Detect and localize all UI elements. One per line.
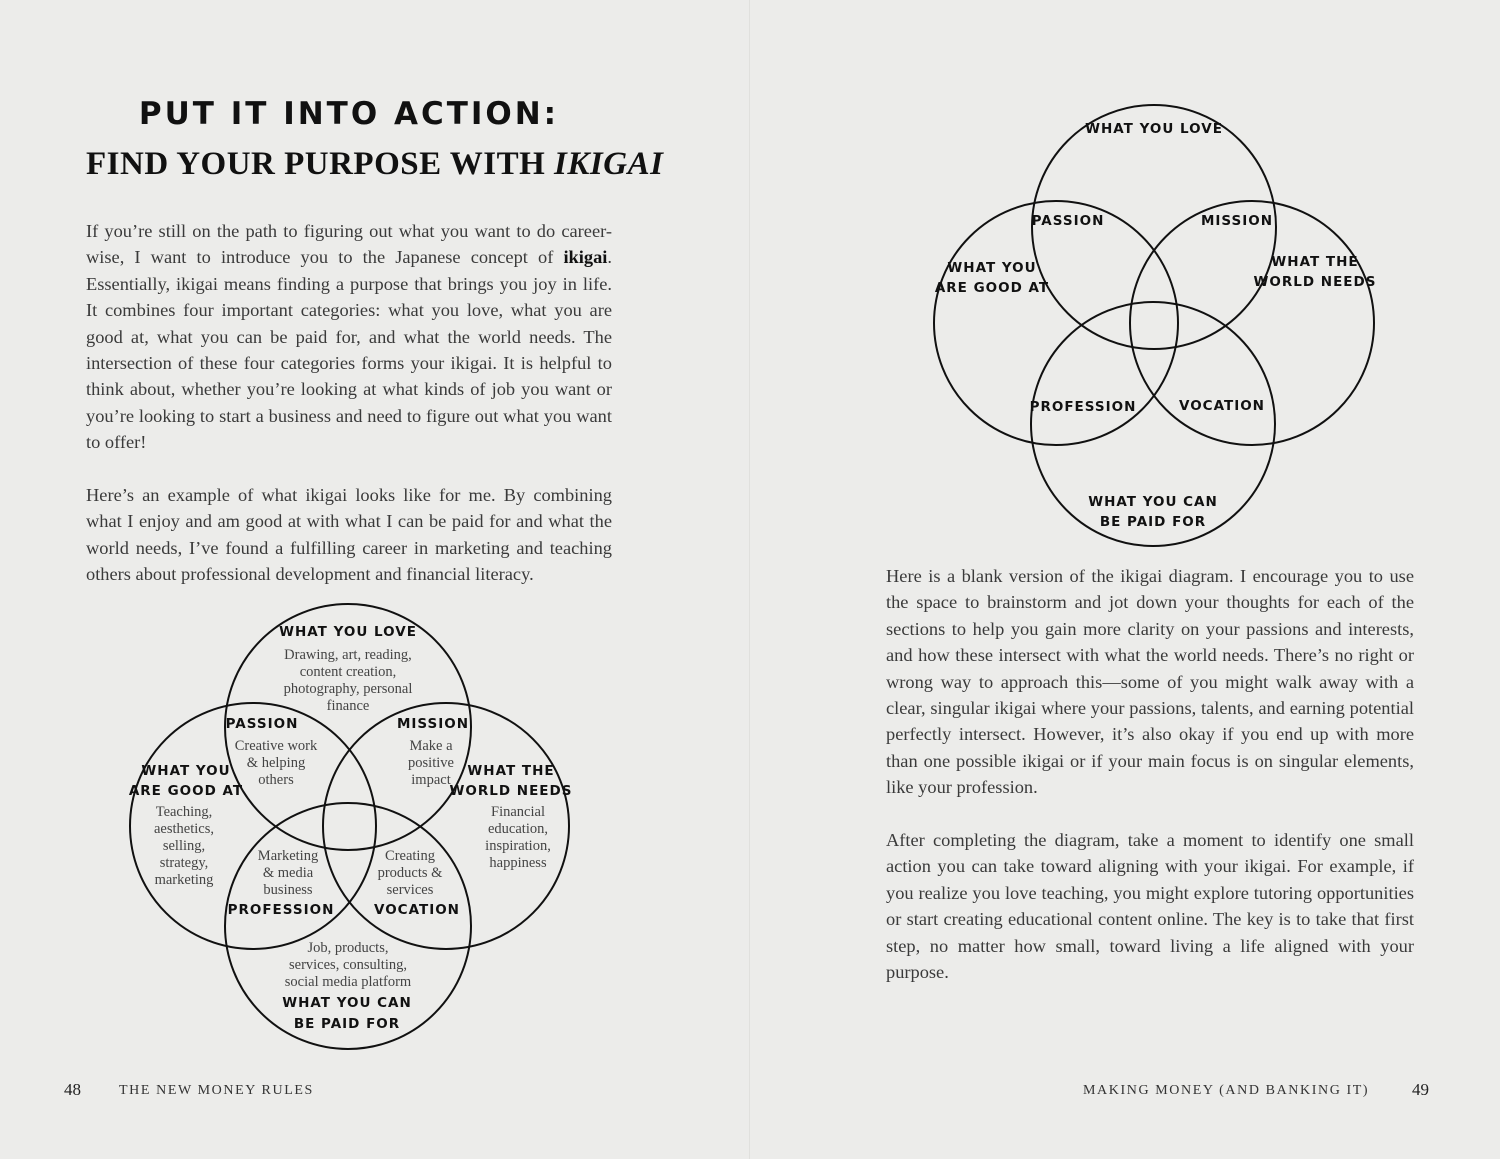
note-vocation-1: Creating [385, 848, 435, 864]
note-paid-for-2: services, consulting, [289, 957, 407, 973]
label-world-needs-1: WHAT THE [467, 763, 555, 779]
note-mission-1: Make a [409, 738, 453, 754]
note-mission-2: positive [408, 755, 454, 771]
title-emphasis: IKIGAI [554, 146, 664, 182]
note-passion-3: others [258, 772, 294, 788]
label-paid-for-2: BE PAID FOR [293, 1016, 401, 1032]
note-profession-2: & media [262, 865, 314, 881]
example-paragraph: Here’s an example of what ikigai looks like for me. By combining what I enjoy and am good at with what I can be paid for and what the world needs, I’ve found a fulfilling career in marketing and teaching others about professional development and financial literacy. [86, 485, 612, 585]
note-good-at-3: selling, [162, 838, 206, 854]
blank-label-profession: PROFESSION [1029, 399, 1137, 415]
label-paid-for-1: WHAT YOU CAN [282, 995, 412, 1011]
blank-diagram-paragraph: Here is a blank version of the ikigai diagram. I encourage you to use the space to brainstorm and jot down your thoughts for each of the sections to help you gain more clarity on your passions and interests, and how these intersect with what the world needs. There’s no right or wrong way to approach this—some of you might walk away with a clear, singular ikigai where your passions, talents, and earning potential perfectly intersect. However, it’s also okay if you end up with more than one possible ikigai or if your main focus is on singular elements, like your profession. [886, 566, 1414, 798]
blank-label-paid-for-1: WHAT YOU CAN [1088, 494, 1218, 510]
note-love-3: photography, personal [283, 681, 413, 697]
note-love-2: content creation, [299, 664, 397, 680]
note-love-4: finance [326, 698, 370, 714]
blank-label-vocation: VOCATION [1178, 398, 1266, 414]
note-world-needs-2: education, [488, 821, 548, 837]
blank-label-passion: PASSION [1031, 213, 1105, 229]
circle-paid-for [225, 803, 471, 1049]
page-number-right: 49 [1412, 1080, 1429, 1099]
note-paid-for-3: social media platform [284, 974, 412, 990]
blank-label-what-you-love: WHAT YOU LOVE [1085, 121, 1223, 137]
note-profession-1: Marketing [257, 848, 319, 864]
label-world-needs-2: WORLD NEEDS [449, 783, 573, 799]
blank-label-world-needs-2: WORLD NEEDS [1253, 274, 1377, 290]
note-world-needs-1: Financial [491, 804, 545, 820]
note-world-needs-4: happiness [489, 855, 547, 871]
section-kicker: PUT IT INTO ACTION: [138, 96, 560, 132]
label-mission: MISSION [396, 716, 470, 732]
label-profession: PROFESSION [227, 902, 335, 918]
note-vocation-3: services [386, 882, 434, 898]
note-passion-2: & helping [246, 755, 306, 771]
action-paragraph: After completing the diagram, take a moment to identify one small action you can take toward aligning with your ikigai. For example, if you realize you love teaching, you might explore tutoring opportunities or start creating educational content online. The key is to take that first step, no matter how small, toward living a life aligned with your purpose. [886, 830, 1414, 983]
blank-label-world-needs-1: WHAT THE [1271, 254, 1359, 270]
label-what-you-love: WHAT YOU LOVE [279, 624, 417, 640]
note-mission-3: impact [411, 772, 451, 788]
label-vocation: VOCATION [373, 902, 461, 918]
note-profession-3: business [263, 882, 313, 898]
note-good-at-5: marketing [154, 872, 214, 888]
label-good-at-2: ARE GOOD AT [128, 783, 244, 799]
label-passion: PASSION [225, 716, 299, 732]
note-good-at-2: aesthetics, [154, 821, 214, 837]
note-world-needs-3: inspiration, [485, 838, 551, 854]
note-paid-for-1: Job, products, [307, 940, 389, 956]
note-love-1: Drawing, art, reading, [284, 647, 412, 663]
blank-label-mission: MISSION [1200, 213, 1274, 229]
blank-label-good-at-2: ARE GOOD AT [934, 280, 1050, 296]
title-text: FIND YOUR PURPOSE WITH [86, 146, 555, 182]
note-good-at-1: Teaching, [155, 804, 213, 820]
note-vocation-2: products & [377, 865, 443, 881]
label-good-at-1: WHAT YOU [141, 763, 231, 779]
note-passion-1: Creative work [234, 738, 318, 754]
page-number-left: 48 [64, 1080, 81, 1099]
running-head-left: THE NEW MONEY RULES [119, 1083, 314, 1098]
blank-ikigai-diagram [750, 0, 1500, 560]
note-good-at-4: strategy, [159, 855, 209, 871]
intro-text-start: If you’re still on the path to figuring out what you want to do career-wise, I want to introduce you to the Japanese concept of [86, 221, 612, 268]
blank-label-good-at-1: WHAT YOU [947, 260, 1037, 276]
intro-text-end: . Essentially, ikigai means finding a purpose that brings you joy in life. It combines four important categories: what you love, what you are good at, what you can be paid for, and what the world needs. The intersection of these four categories forms your ikigai. It is helpful to think about, whether you’re looking at what kinds of job you want or you’re looking to start a business and need to figure out what you want to offer! [86, 247, 612, 453]
blank-label-paid-for-2: BE PAID FOR [1099, 514, 1207, 530]
ikigai-term: ikigai [563, 247, 608, 268]
running-head-right: MAKING MONEY (AND BANKING IT) [1083, 1083, 1370, 1098]
